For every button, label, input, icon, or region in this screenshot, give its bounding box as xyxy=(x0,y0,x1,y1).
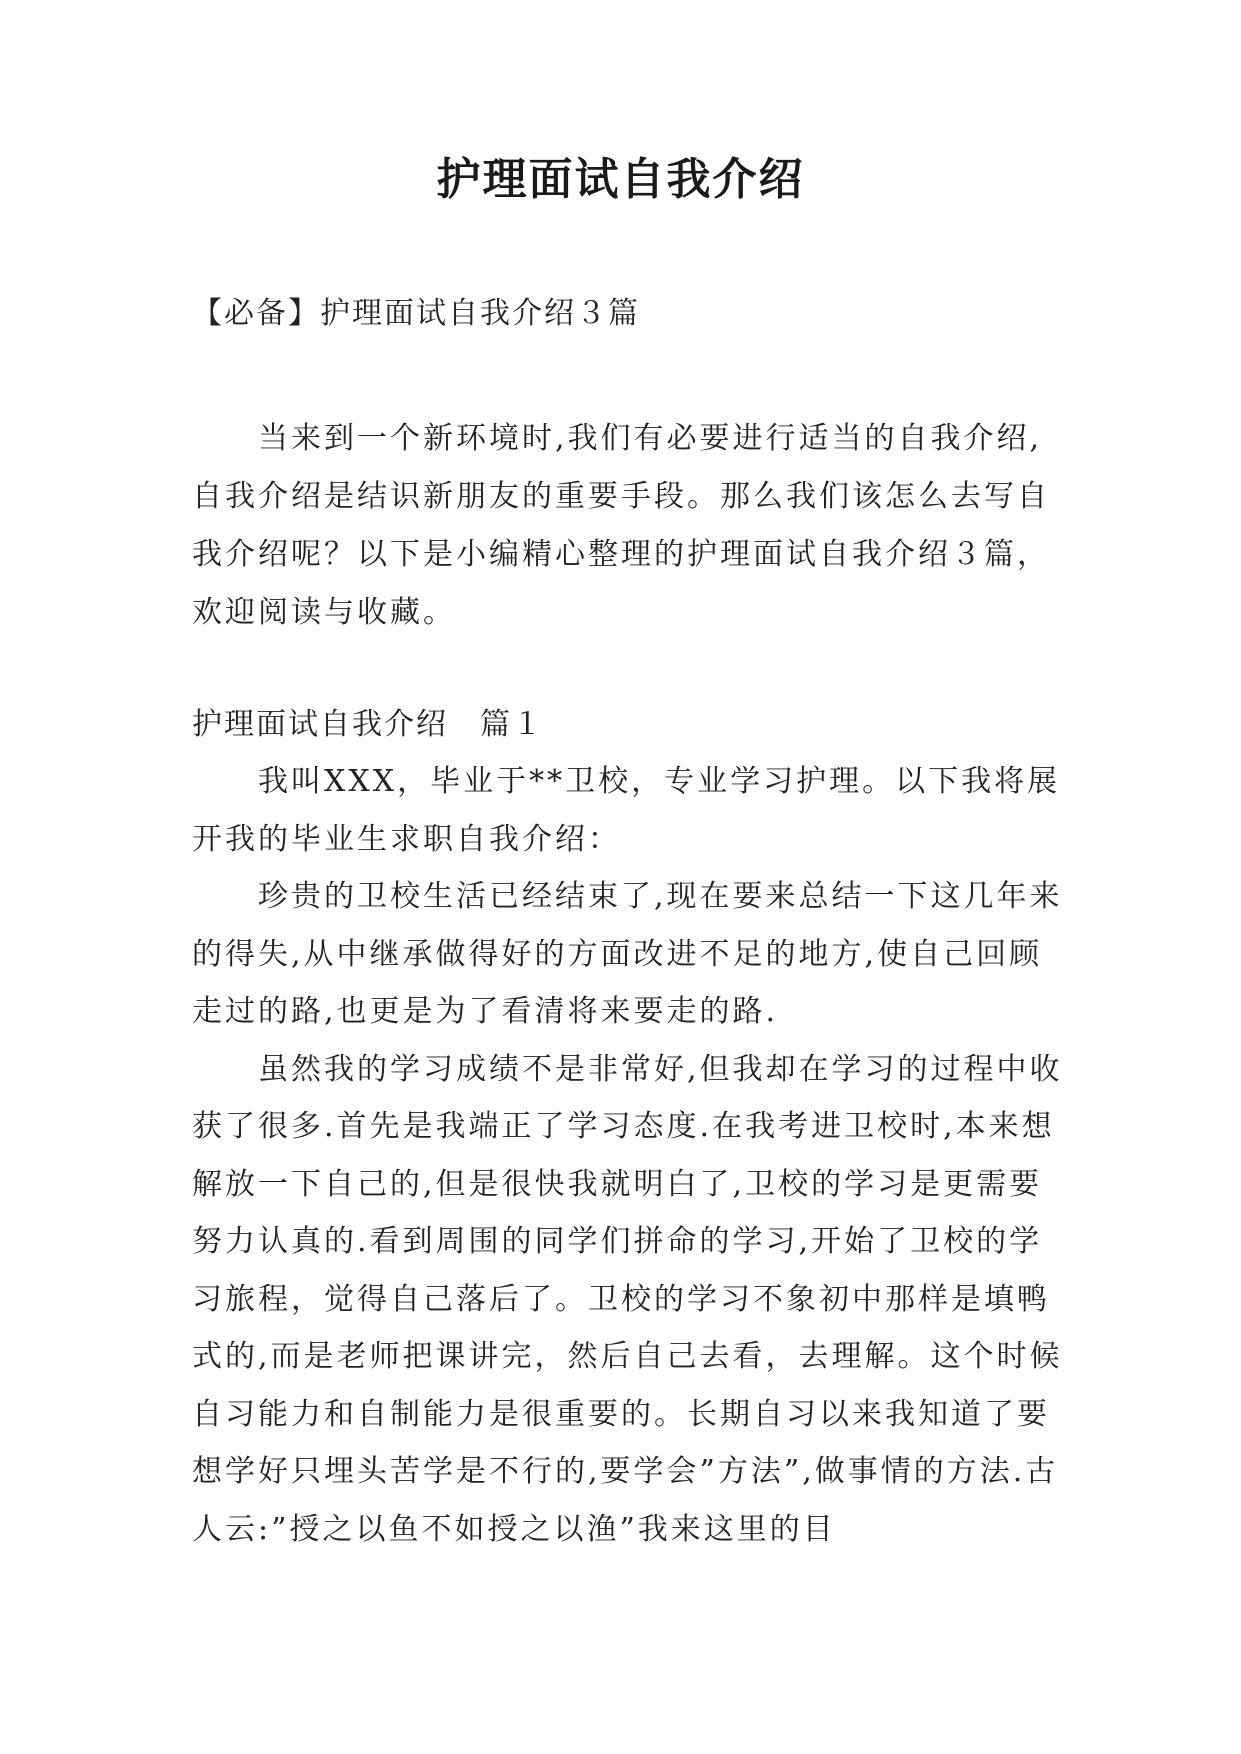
section-heading: 护理面试自我介绍 篇１ xyxy=(192,707,544,742)
document-title: 护理面试自我介绍 xyxy=(436,154,805,205)
paragraph: 虽然我的学习成绩不是非常好,但我却在学习的过程中收获了很多.首先是我端正了学习态度.在我考进卫校时,本来想解放一下自己的,但是很快我就明白了,卫校的学习是更需要努力认真的.看到周围的同学们拼命的学习,开始了卫校的学习旅程，觉得自己落后了。卫校的学习不象初中那样是填鸭式的,而是老师把课讲完，然后自己去看，去理解。这个时候自习能力和自制能力是很重要的。长期自习以来我知道了要想学好只埋头苦学是不行的,要学会”方法”,做事情的方法.古人云:”授之以鱼不如授之以渔”我来这里的目 xyxy=(192,1051,1063,1547)
paragraph: 我叫XXX，毕业于**卫校，专业学习护理。以下我将展开我的毕业生求职自我介绍： xyxy=(192,764,1061,857)
paragraph: 珍贵的卫校生活已经结束了,现在要来总结一下这几年来的得失,从中继承做得好的方面改进不足的地方,使自己回顾走过的路,也更是为了看清将来要走的路. xyxy=(192,879,1063,1029)
intro-paragraph: 当来到一个新环境时,我们有必要进行适当的自我介绍,自我介绍是结识新朋友的重要手段。那么我们该怎么去写自我介绍呢？以下是小编精心整理的护理面试自我介绍３篇，欢迎阅读与收藏。 xyxy=(192,421,1050,630)
section-body xyxy=(192,753,1072,1558)
document-subtitle: 【必备】护理面试自我介绍３篇 xyxy=(192,296,640,331)
